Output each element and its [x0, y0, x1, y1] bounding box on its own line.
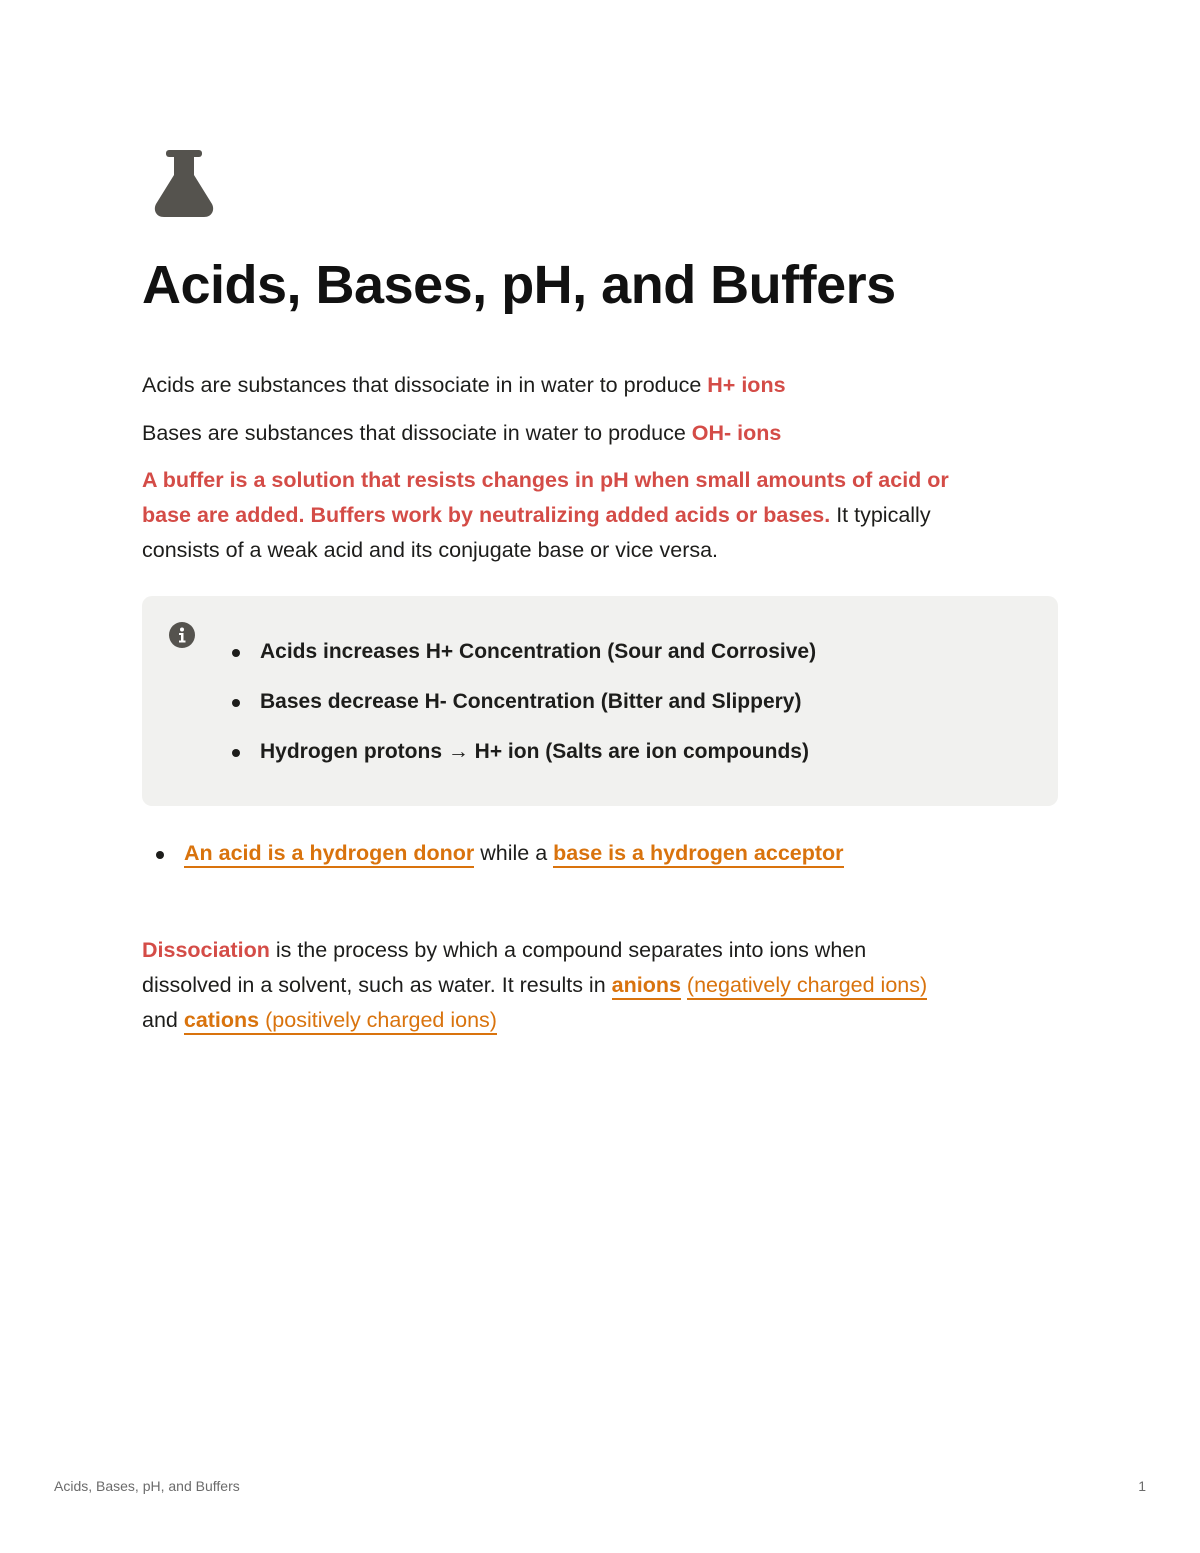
page-number: 1: [1138, 1478, 1146, 1494]
bullet-dot: [232, 649, 240, 657]
oh-ions-highlight: OH- ions: [691, 421, 782, 445]
anions-description: (negatively charged ions): [687, 973, 927, 1000]
dissociation-definition: Dissociation is the process by which a compound separates into ions when dissolved in a solvent, such as water. It results in anions (negatively charged ions) and cations (positively charged ions): [142, 933, 1058, 1038]
donor-acceptor-bullet: An acid is a hydrogen donor while a base is a hydrogen acceptor: [142, 836, 1058, 876]
dissociation-term: Dissociation: [142, 938, 270, 962]
base-acceptor-highlight: base is a hydrogen acceptor: [553, 841, 843, 868]
bullet-dot: [232, 749, 240, 757]
anions-highlight: anions: [612, 973, 681, 1000]
callout-item: Bases decrease H- Concentration (Bitter and Slippery): [142, 684, 816, 734]
flask-icon: [152, 150, 216, 218]
acid-donor-highlight: An acid is a hydrogen donor: [184, 841, 474, 868]
acids-definition: Acids are substances that dissociate in in water to produce H+ ions: [142, 373, 786, 397]
info-callout: [142, 596, 1058, 806]
callout-list: [142, 634, 816, 784]
callout-item: Acids increases H+ Concentration (Sour and Corrosive): [142, 634, 816, 684]
bullet-dot: [156, 851, 164, 859]
h-ions-highlight: H+ ions: [707, 373, 786, 397]
footer-title: Acids, Bases, pH, and Buffers: [54, 1478, 240, 1494]
cations-highlight: cations: [184, 1008, 259, 1035]
cations-description: (positively charged ions): [259, 1008, 497, 1035]
bases-definition: Bases are substances that dissociate in water to produce OH- ions: [142, 421, 782, 445]
callout-item: Hydrogen protons → H+ ion (Salts are ion compounds): [142, 734, 816, 784]
buffer-definition: A buffer is a solution that resists changes in pH when small amounts of acid or base are added. Buffers work by neutralizing added acids or bases. It typically consists of a weak acid and its conjugate base or vice versa.: [142, 468, 949, 562]
page-title: Acids, Bases, pH, and Buffers: [142, 255, 896, 315]
bullet-dot: [232, 699, 240, 707]
